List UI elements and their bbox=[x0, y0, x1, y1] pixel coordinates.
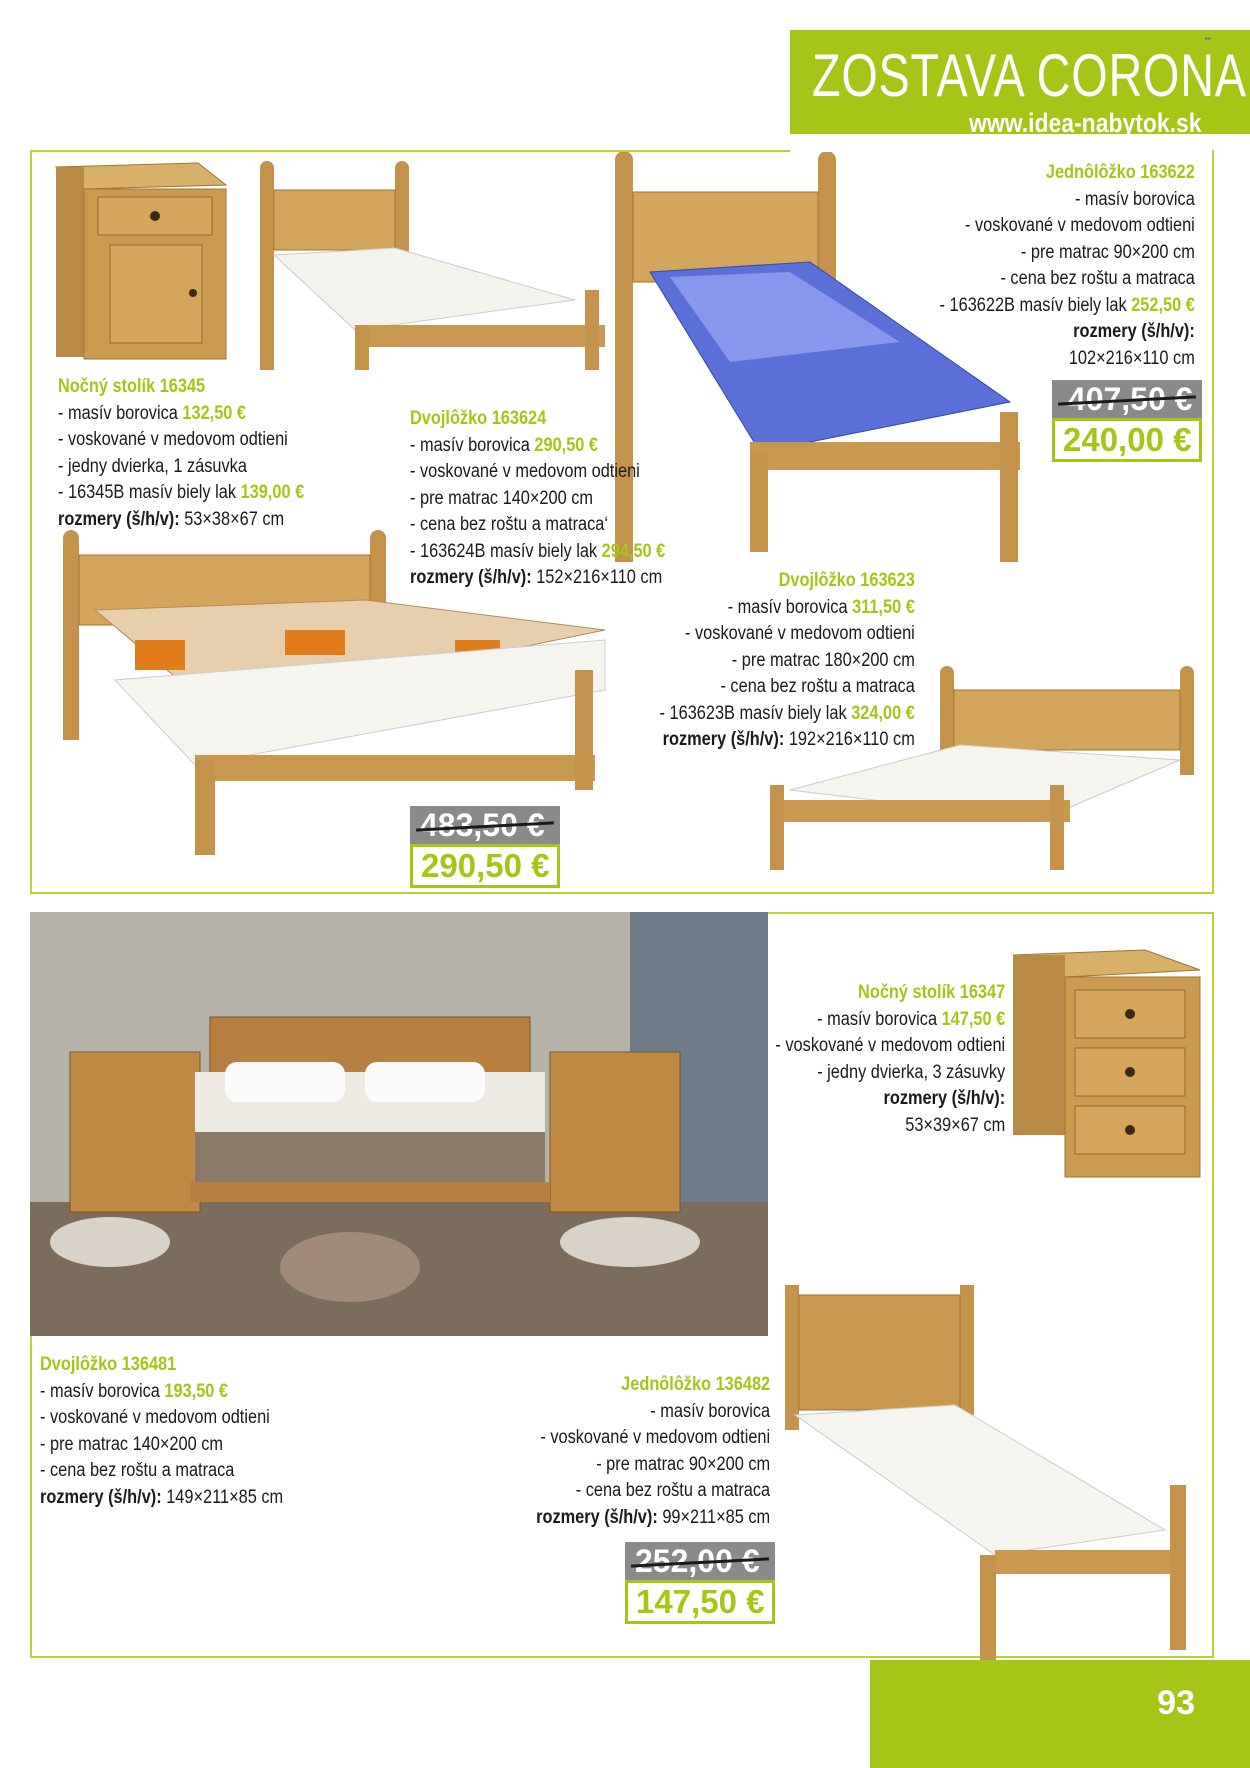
spec-text: - pre matrac 90×200 cm bbox=[1021, 241, 1195, 263]
page-number: 93 bbox=[1157, 1684, 1195, 1722]
dims-label: rozmery (š/h/v): bbox=[1073, 321, 1195, 342]
spec-text: - pre matrac 180×200 cm bbox=[731, 649, 915, 671]
dims-value: 152×216×110 cm bbox=[531, 567, 663, 588]
product-136481 bbox=[40, 1352, 323, 1511]
dims-value: 99×211×85 cm bbox=[657, 1506, 770, 1528]
product-title: Nočný stolík 16345 bbox=[58, 376, 206, 397]
spec-text: - voskované v medovom odtieni bbox=[40, 1407, 270, 1428]
spec-text: - masív borovica bbox=[1075, 188, 1195, 210]
price: 139,00 € bbox=[240, 482, 305, 503]
old-price: 483,50 € bbox=[410, 806, 560, 844]
spec-text: - voskované v medovom odtieni bbox=[410, 461, 640, 482]
price: 294,50 € bbox=[601, 540, 666, 562]
spec-text: - voskované v medovom odtieni bbox=[775, 1035, 1005, 1056]
price: 193,50 € bbox=[164, 1380, 229, 1402]
dims-label: rozmery (š/h/v): bbox=[535, 1506, 658, 1528]
price-box-136482 bbox=[625, 1542, 775, 1624]
nightstand-16345-image bbox=[48, 155, 228, 365]
dims-label: rozmery (š/h/v): bbox=[662, 729, 785, 750]
new-price: 147,50 € bbox=[625, 1580, 775, 1624]
spec-text: - 163623B masív biely lak bbox=[659, 702, 852, 724]
price: 252,50 € bbox=[1131, 294, 1195, 316]
old-price: 407,50 € bbox=[1052, 380, 1202, 418]
spec-text: - jedny dvierka, 3 zásuvky bbox=[817, 1061, 1005, 1083]
price: 290,50 € bbox=[534, 434, 599, 456]
spec-text: - voskované v medovom odtieni bbox=[685, 623, 915, 644]
dims-value: 102×216×110 cm bbox=[1069, 347, 1195, 369]
dims-value: 53×39×67 cm bbox=[905, 1114, 1005, 1136]
product-title: Dvojlôžko 163624 bbox=[410, 408, 547, 429]
product-title: Dvojlôžko 163623 bbox=[778, 570, 915, 591]
price: 324,00 € bbox=[851, 702, 915, 724]
spec-text: - cena bez roštu a matraca bbox=[40, 1460, 235, 1481]
product-16347 bbox=[738, 980, 1005, 1139]
product-title: Nočný stolík 16347 bbox=[857, 982, 1005, 1003]
spec-text: - voskované v medovom odtieni bbox=[965, 215, 1195, 236]
dims-label: rozmery (š/h/v): bbox=[883, 1088, 1005, 1109]
spec-text: - masív borovica bbox=[58, 402, 183, 424]
product-163624 bbox=[410, 406, 707, 592]
product-title: Jednôlôžko 136482 bbox=[621, 1374, 770, 1395]
spec-text: - jedny dvierka, 1 zásuvka bbox=[58, 455, 247, 477]
price: 147,50 € bbox=[941, 1008, 1005, 1030]
price-box-163624 bbox=[410, 806, 560, 888]
spec-text: - masív borovica bbox=[816, 1008, 942, 1030]
spec-text: - cena bez roštu a matraca bbox=[720, 676, 915, 697]
dims-label: rozmery (š/h/v): bbox=[40, 1486, 162, 1508]
product-136482 bbox=[498, 1372, 770, 1531]
single-bed-136482-image bbox=[785, 1285, 1205, 1670]
website-url[interactable]: www.idea-nabytok.sk bbox=[969, 108, 1202, 138]
spec-text: - voskované v medovom odtieni bbox=[58, 429, 288, 450]
spec-text: - 163624B masív biely lak bbox=[410, 540, 602, 562]
new-price: 290,50 € bbox=[410, 844, 560, 888]
spec-text: - masív borovica bbox=[650, 1400, 770, 1422]
new-price: 240,00 € bbox=[1052, 418, 1202, 462]
corner-mark-icon: ▪▪ bbox=[1205, 34, 1211, 43]
old-price: 252,00 € bbox=[625, 1542, 775, 1580]
product-163622 bbox=[898, 160, 1195, 372]
spec-text: - 16345B masív biely lak bbox=[58, 482, 241, 503]
spec-text: - cena bez roštu a matraca bbox=[575, 1480, 770, 1501]
spec-text: - cena bez roštu a matraca‘ bbox=[410, 514, 608, 535]
price-box-163622 bbox=[1052, 380, 1202, 462]
spec-text: - masív borovica bbox=[40, 1380, 165, 1402]
spec-text: - masív borovica bbox=[727, 596, 853, 618]
spec-text: - masív borovica bbox=[410, 434, 535, 456]
dims-value: 149×211×85 cm bbox=[161, 1486, 284, 1508]
spec-text: - cena bez roštu a matraca bbox=[1000, 268, 1195, 289]
spec-text: - pre matrac 140×200 cm bbox=[410, 487, 594, 509]
dims-label: rozmery (š/h/v): bbox=[410, 567, 532, 588]
dims-label: rozmery (š/h/v): bbox=[58, 508, 180, 530]
spec-text: - pre matrac 140×200 cm bbox=[40, 1433, 224, 1455]
bedroom-photo bbox=[30, 912, 768, 1336]
page-title: ZOSTAVA CORONA bbox=[812, 42, 1247, 109]
product-163623 bbox=[618, 568, 915, 754]
dims-value: 53×38×67 cm bbox=[179, 508, 285, 530]
price: 311,50 € bbox=[852, 596, 915, 618]
dims-value: 192×216×110 cm bbox=[784, 729, 915, 750]
nightstand-16347-image bbox=[1005, 945, 1205, 1185]
spec-text: - voskované v medovom odtieni bbox=[540, 1427, 770, 1448]
product-title: Dvojlôžko 136481 bbox=[40, 1354, 177, 1375]
spec-text: - 163622B masív biely lak bbox=[939, 294, 1132, 316]
price: 132,50 € bbox=[182, 402, 247, 424]
product-title: Jednôlôžko 163622 bbox=[1046, 162, 1195, 183]
spec-text: - pre matrac 90×200 cm bbox=[596, 1453, 770, 1475]
product-16345 bbox=[58, 374, 344, 533]
single-bed-image-1 bbox=[255, 160, 615, 375]
